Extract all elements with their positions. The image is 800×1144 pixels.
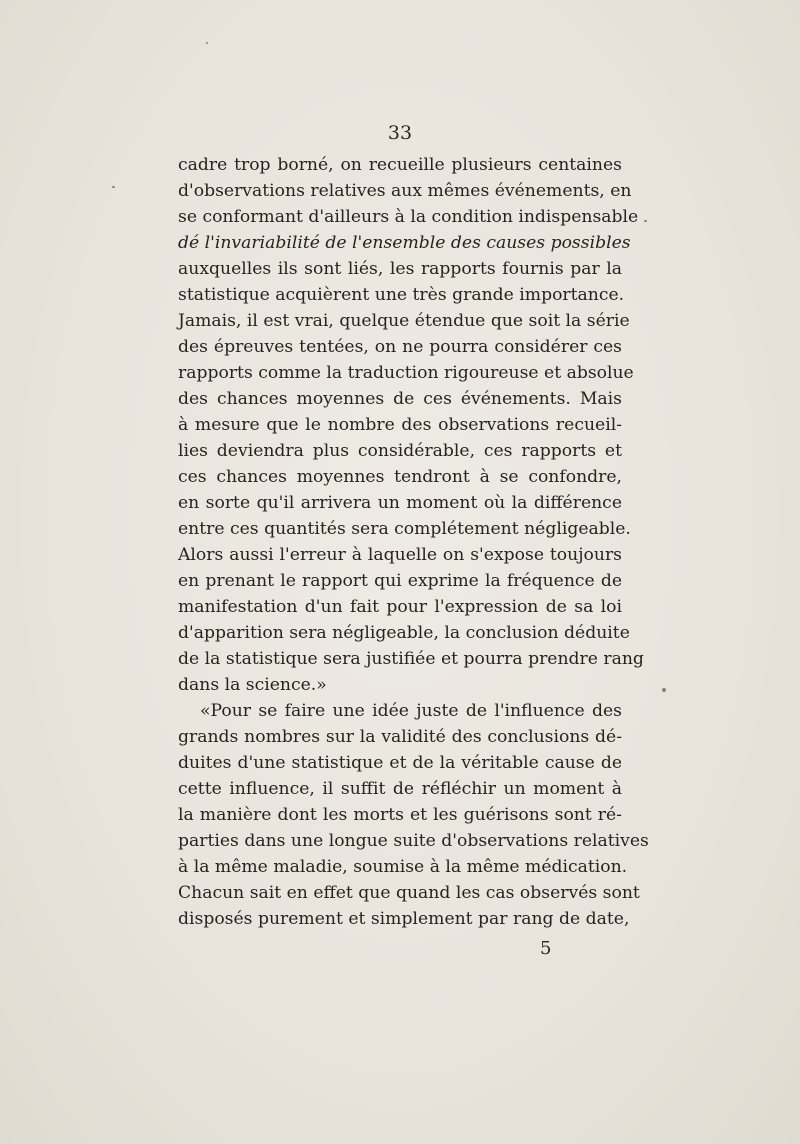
text-line: lies deviendra plus considérable, ces rapports et: [178, 441, 622, 461]
text-line: disposés purement et simplement par rang de date,: [178, 909, 630, 929]
paper-speck: [644, 220, 647, 222]
text-line: statistique acquièrent une très grande importance.: [178, 285, 625, 305]
text-line: en prenant le rapport qui exprime la fréquence de: [178, 571, 622, 591]
text-line: Alors aussi l'erreur à laquelle on s'expose toujours: [178, 545, 622, 565]
body-text: [178, 152, 649, 932]
text-line: Jamais, il est vrai, quelque étendue que soit la série: [178, 311, 630, 331]
text-line: rapports comme la traduction rigoureuse et absolue: [178, 363, 634, 383]
text-line: des épreuves tentées, on ne pourra considérer ces: [178, 337, 622, 357]
text-line: Chacun sait en effet que quand les cas observés sont: [178, 883, 640, 903]
text-line: parties dans une longue suite d'observations relatives: [178, 831, 649, 851]
page-number: 33: [387, 122, 413, 144]
text-line: des chances moyennes de ces événements. Mais: [178, 389, 622, 409]
paper-speck: [112, 186, 115, 188]
text-line: dé l'invariabilité de l'ensemble des causes possibles: [178, 233, 631, 253]
signature-mark: 5: [540, 938, 552, 959]
text-line: entre ces quantités sera complétement négligeable.: [178, 519, 631, 539]
text-line: grands nombres sur la validité des conclusions dé-: [178, 727, 622, 747]
text-line: la manière dont les morts et les guérisons sont ré-: [178, 805, 622, 825]
text-line: d'apparition sera négligeable, la conclusion déduite: [178, 623, 630, 643]
paper-speck: [662, 688, 666, 692]
text-line: duites d'une statistique et de la véritable cause de: [178, 753, 622, 773]
text-line: se conformant d'ailleurs à la condition indispensable: [178, 207, 639, 227]
text-line: cette influence, il suffit de réfléchir un moment à: [178, 779, 622, 799]
text-line: dans la science.»: [178, 675, 327, 695]
text-line: cadre trop borné, on recueille plusieurs centaines: [178, 155, 622, 175]
text-line: d'observations relatives aux mêmes événements, en: [178, 181, 632, 201]
text-line: «Pour se faire une idée juste de l'influence des: [200, 701, 622, 721]
text-line: ces chances moyennes tendront à se confondre,: [178, 467, 622, 487]
text-line: auxquelles ils sont liés, les rapports fournis par la: [178, 259, 622, 279]
text-line: en sorte qu'il arrivera un moment où la différence: [178, 493, 622, 513]
paper-speck: [206, 42, 208, 44]
text-line: de la statistique sera justifiée et pourra prendre rang: [178, 649, 644, 669]
text-line: à la même maladie, soumise à la même médication.: [178, 857, 628, 877]
text-line: à mesure que le nombre des observations recueil-: [178, 415, 622, 435]
text-line: manifestation d'un fait pour l'expression de sa loi: [178, 597, 622, 617]
